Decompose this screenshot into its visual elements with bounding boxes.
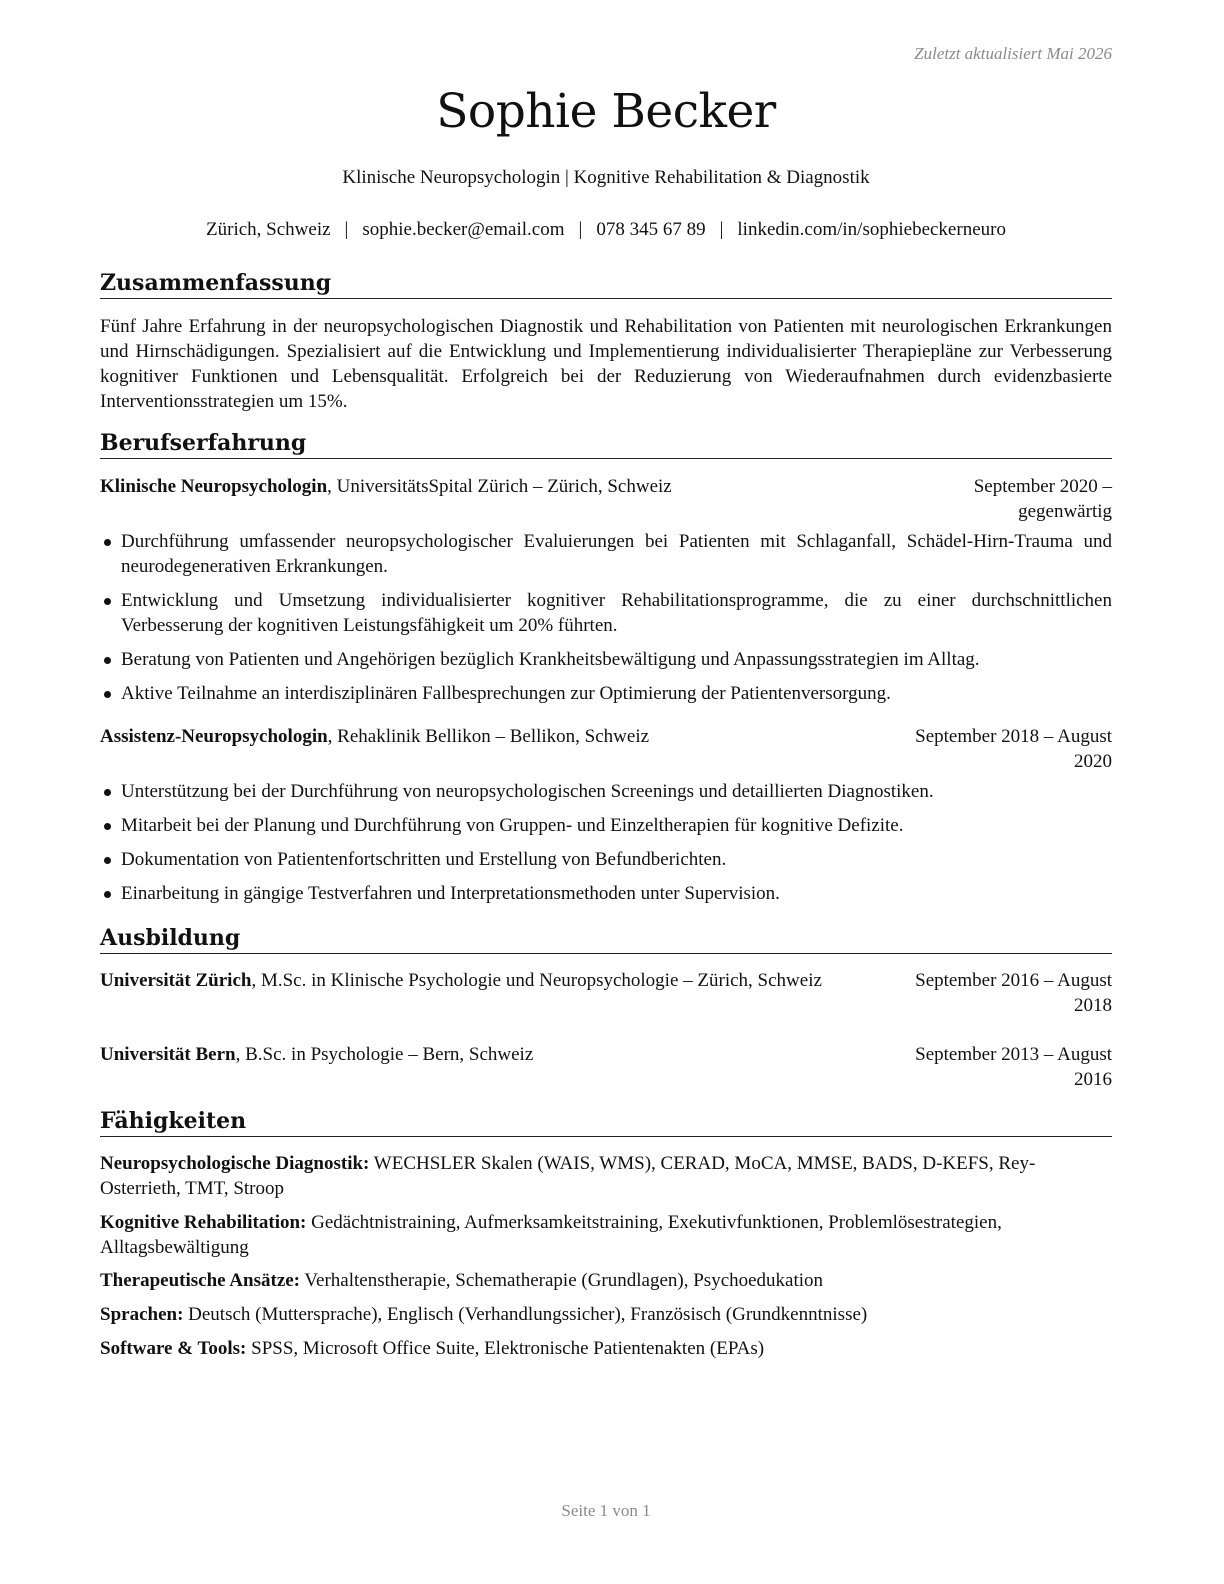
section-title-summary: Zusammenfassung (100, 269, 1112, 299)
section-title-experience: Berufserfahrung (100, 429, 1112, 459)
skill-line (100, 1302, 1112, 1327)
skill-line (100, 1151, 1112, 1201)
skill-label: Neuropsychologische Diagnostik: (100, 1153, 370, 1174)
summary-text: Fünf Jahre Erfahrung in der neuropsychologischen Diagnostik und Rehabilitation von Patienten mit neurologischen Erkrankungen und Hirnschädigungen. Spezialisiert auf die Entwicklung und Implementierung individualisierter Therapiepläne zur Verbesserung kognitiver Funktionen und Lebensqualität. Erfolgreich bei der Reduzierung von Wiederaufnahmen durch evidenzbasierte Interventionsstrategien um 15%. (100, 316, 1112, 412)
contact-phone[interactable]: 078 345 67 89 (596, 219, 706, 240)
skill-value: SPSS, Microsoft Office Suite, Elektronische Patientenakten (EPAs) (246, 1338, 765, 1359)
list-item: Beratung von Patienten und Angehörigen bezüglich Krankheitsbewältigung und Anpassungsstrategien im Alltag. (100, 647, 1112, 672)
job-bullet-list (100, 779, 1112, 915)
list-item: Durchführung umfassender neuropsychologischer Evaluierungen bei Patienten mit Schlaganfall, Schädel-Hirn-Trauma und neurodegenerativen Erkrankungen. (100, 529, 1112, 579)
education-dates: September 2013 – August 2016 (915, 1044, 1112, 1090)
contact-email[interactable]: sophie.becker@email.com (362, 219, 565, 240)
candidate-name: Sophie Becker (436, 84, 776, 139)
list-item: Einarbeitung in gängige Testverfahren und Interpretationsmethoden unter Supervision. (100, 881, 1112, 906)
education-detail: , B.Sc. in Psychologie – Bern, Schweiz (235, 1044, 534, 1065)
list-item: Entwicklung und Umsetzung individualisierter kognitiver Rehabilitationsprogramme, die zu einer durchschnittlichen Verbesserung der kognitiven Leistungsfähigkeit um 20% führten. (100, 588, 1112, 638)
job-organization: , UniversitätsSpital Zürich – Zürich, Schweiz (327, 476, 672, 497)
skill-value: Gedächtnistraining, Aufmerksamkeitstraining, Exekutivfunktionen, Problemlösestrategien, Alltagsbewältigung (100, 1212, 1002, 1258)
skill-line (100, 1268, 1112, 1293)
list-item: Unterstützung bei der Durchführung von neuropsychologischen Screenings und detaillierten Diagnostiken. (100, 779, 1112, 804)
contact-linkedin[interactable]: linkedin.com/in/sophiebeckerneuro (737, 219, 1006, 240)
skill-value: Verhaltenstherapie, Schematherapie (Grundlagen), Psychoedukation (300, 1270, 824, 1291)
list-item: Aktive Teilnahme an interdisziplinären Fallbesprechungen zur Optimierung der Patientenversorgung. (100, 681, 1112, 706)
page-number-footer: Seite 1 von 1 (561, 1501, 651, 1520)
last-updated: Zuletzt aktualisiert Mai 2026 (914, 44, 1112, 63)
skill-line (100, 1336, 1112, 1361)
contact-line (100, 219, 1112, 241)
job-dates: September 2018 – August 2020 (915, 726, 1112, 772)
skill-line (100, 1210, 1112, 1260)
skill-label: Kognitive Rehabilitation: (100, 1212, 307, 1233)
education-title-line (100, 968, 822, 993)
skill-label: Sprachen: (100, 1304, 184, 1325)
list-item: Dokumentation von Patientenfortschritten und Erstellung von Befundberichten. (100, 847, 1112, 872)
job-organization: , Rehaklinik Bellikon – Bellikon, Schweiz (327, 726, 650, 747)
contact-separator: | (719, 219, 724, 240)
skill-value: WECHSLER Skalen (WAIS, WMS), CERAD, MoCA, MMSE, BADS, D-KEFS, Rey-Osterrieth, TMT, Stroop (100, 1153, 1036, 1199)
resume-page (100, 0, 1112, 1584)
education-school: Universität Zürich (100, 970, 252, 991)
education-title-line (100, 1042, 533, 1067)
section-title-education: Ausbildung (100, 924, 1112, 954)
education-school: Universität Bern (100, 1044, 236, 1065)
job-title-line (100, 724, 649, 749)
contact-separator: | (344, 219, 349, 240)
job-dates: September 2020 – gegenwärtig (973, 476, 1112, 522)
contact-separator: | (578, 219, 583, 240)
professional-subtitle: Klinische Neuropsychologin | Kognitive Rehabilitation & Diagnostik (342, 167, 870, 188)
contact-location: Zürich, Schweiz (206, 219, 331, 240)
job-title-line (100, 474, 672, 499)
job-role: Assistenz-Neuropsychologin (100, 726, 328, 747)
skill-label: Therapeutische Ansätze: (100, 1270, 301, 1291)
education-dates: September 2016 – August 2018 (915, 970, 1112, 1016)
list-item: Mitarbeit bei der Planung und Durchführung von Gruppen- und Einzeltherapien für kognitive Defizite. (100, 813, 1112, 838)
skill-label: Software & Tools: (100, 1338, 247, 1359)
job-role: Klinische Neuropsychologin (100, 476, 328, 497)
section-title-skills: Fähigkeiten (100, 1107, 1112, 1137)
job-bullet-list (100, 529, 1112, 715)
education-detail: , M.Sc. in Klinische Psychologie und Neuropsychologie – Zürich, Schweiz (251, 970, 822, 991)
skill-value: Deutsch (Muttersprache), Englisch (Verhandlungssicher), Französisch (Grundkenntnisse) (183, 1304, 868, 1325)
